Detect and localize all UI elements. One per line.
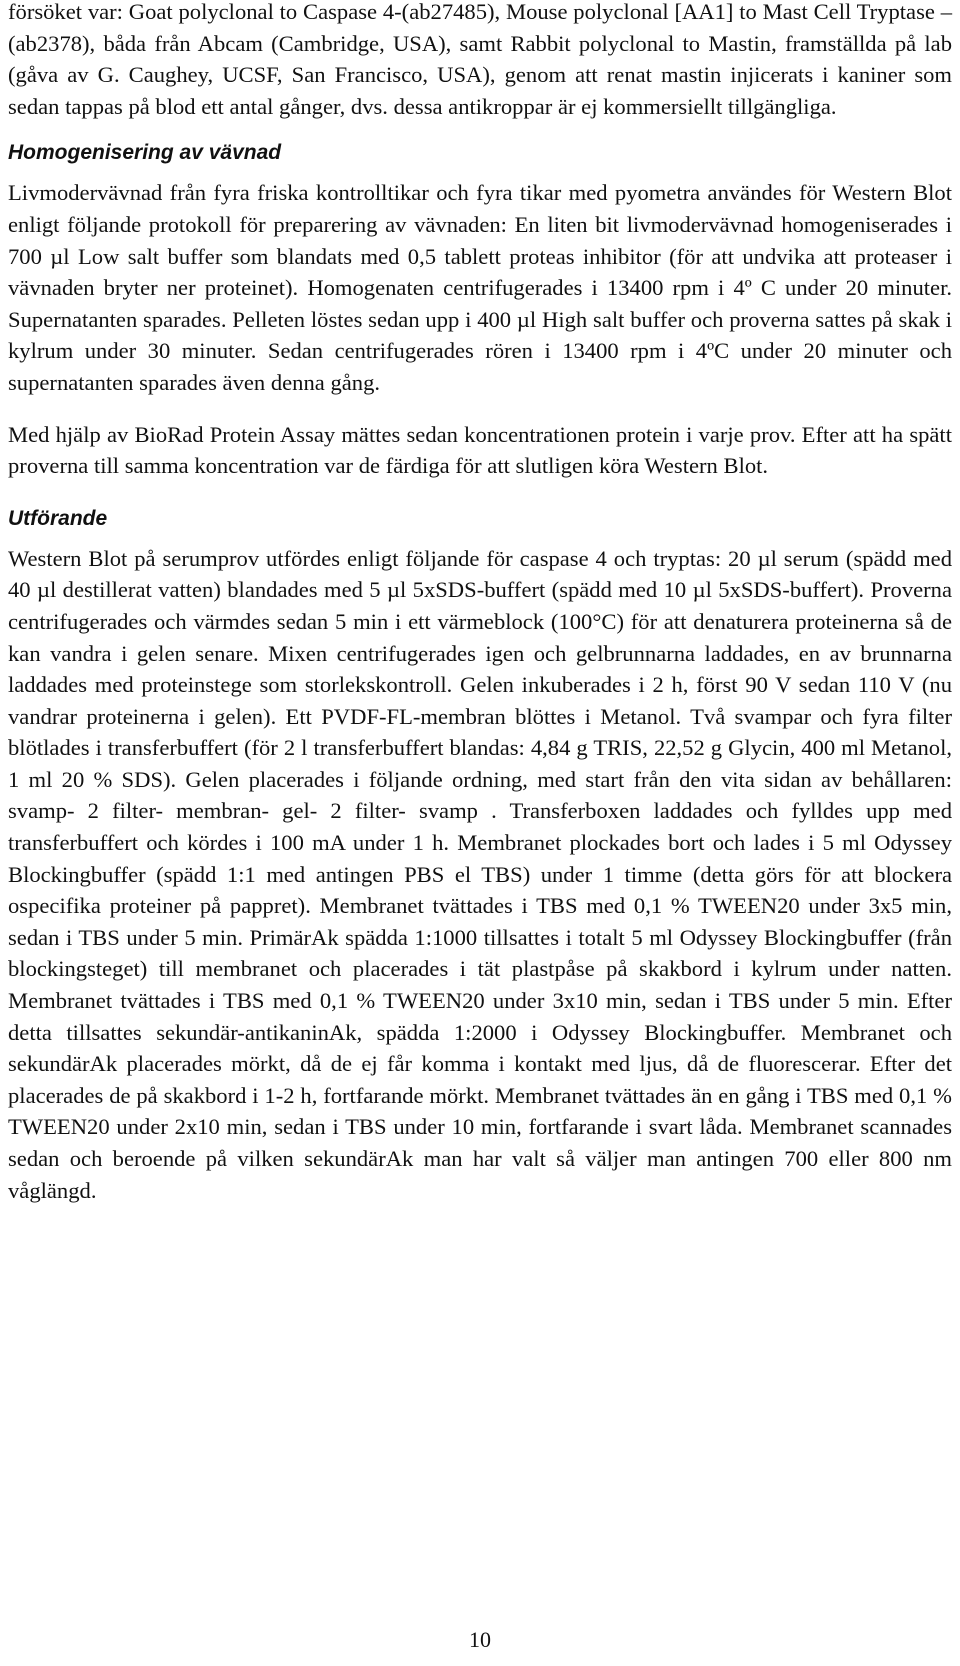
page-number: 10 (469, 1627, 491, 1652)
section-heading-homogenisering: Homogenisering av vävnad (8, 141, 282, 165)
homogenisering-paragraph-1: Livmodervävnad från fyra friska kontrolltikar och fyra tikar med pyometra användes för Western Blot enligt följande protokoll för preparering av vävnaden: En liten bit livmodervävnad homogeniserades i 700 µl Low salt buffer som blandats med 0,5 tablett proteas inhibitor (för att undvika att proteaser i vävnaden bryter ner proteinet). Homogenaten centrifugerades i 13400 rpm i 4º C under 20 minuter. Supernatanten sparades. Pelleten löstes sedan upp i 400 µl High salt buffer och proverna sattes på skak i kylrum under 30 minuter. Sedan centrifugerades rören i 13400 rpm i 4ºC under 20 minuter och supernatanten sparades även denna gång. (8, 180, 952, 395)
intro-paragraph: försöket var: Goat polyclonal to Caspase 4-(ab27485), Mouse polyclonal [AA1] to Mast Cell Tryptase –(ab2378), båda från Abcam (Cambridge, USA), samt Rabbit polyclonal to Mastin, framställda på lab (gåva av G. Caughey, UCSF, San Francisco, USA), genom att renat mastin injicerats i kaniner som sedan tappas på blod ett antal gånger, dvs. dessa antikroppar är ej kommersiellt tillgängliga. (8, 0, 952, 119)
section-heading-utforande: Utförande (8, 506, 108, 530)
utforande-paragraph: Western Blot på serumprov utfördes enligt följande för caspase 4 och tryptas: 20 µl serum (spädd med 40 µl destillerat vatten) blandades med 5 µl 5xSDS-buffert (spädd med 10 µl 5xSDS-buffert). Proverna centrifugerades och värmdes sedan 5 min i ett värmeblock (100°C) för att denaturera proteinerna så de kan vandra i gelen senare. Mixen centrifugerades igen och gelbrunnarna laddades, en av brunnarna laddades med proteinstege som storlekskontroll. Gelen inkuberades i 2 h, först 90 V sedan 110 V (nu vandrar proteinerna i gelen). Ett PVDF-FL-membran blöttes i Metanol. Två svampar och fyra filter blötlades i transferbuffert (för 2 l transferbuffert blandas: 4,84 g TRIS, 22,52 g Glycin, 400 ml Metanol, 1 ml 20 % SDS). Gelen placerades i följande ordning, med start från den vita sidan av behållaren: svamp- 2 filter- membran- gel- 2 filter- svamp . Transferboxen laddades och fylldes upp med transferbuffert och kördes i 100 mA under 1 h. Membranet plockades bort och lades i 5 ml Odyssey Blockingbuffer (spädd 1:1 med antingen PBS el TBS) under 1 timme (detta görs för att blockera ospecifika proteiner på pappret). Membranet tvättades i TBS med 0,1 % TWEEN20 under 3x5 min, sedan i TBS under 5 min. PrimärAk spädda 1:1000 tillsattes i totalt 5 ml Odyssey Blockingbuffer (från blockingsteget) till membranet och placerades i tät plastpåse på skakbord i kylrum under natten. Membranet tvättades i TBS med 0,1 % TWEEN20 under 3x10 min, sedan i TBS under 5 min. Efter detta tillsattes sekundär-antikaninAk, spädda 1:2000 i Odyssey Blockingbuffer. Membranet och sekundärAk placerades mörkt, då de ej får komma i kontakt med ljus, då de fluorescerar. Efter det placerades de på skakbord i 1-2 h, fortfarande mörkt. Membranet tvättades än en gång i TBS med 0,1 % TWEEN20 under 2x10 min, sedan i TBS under 10 min, fortfarande i svart låda. Membranet scannades sedan och beroende på vilken sekundärAk man har valt så väljer man antingen 700 eller 800 nm våglängd. (8, 545, 952, 1203)
homogenisering-paragraph-2: Med hjälp av BioRad Protein Assay mättes sedan koncentrationen protein i varje prov. Efter att ha spätt proverna till samma koncentration var de färdiga för att slutligen köra Western Blot. (8, 421, 952, 479)
